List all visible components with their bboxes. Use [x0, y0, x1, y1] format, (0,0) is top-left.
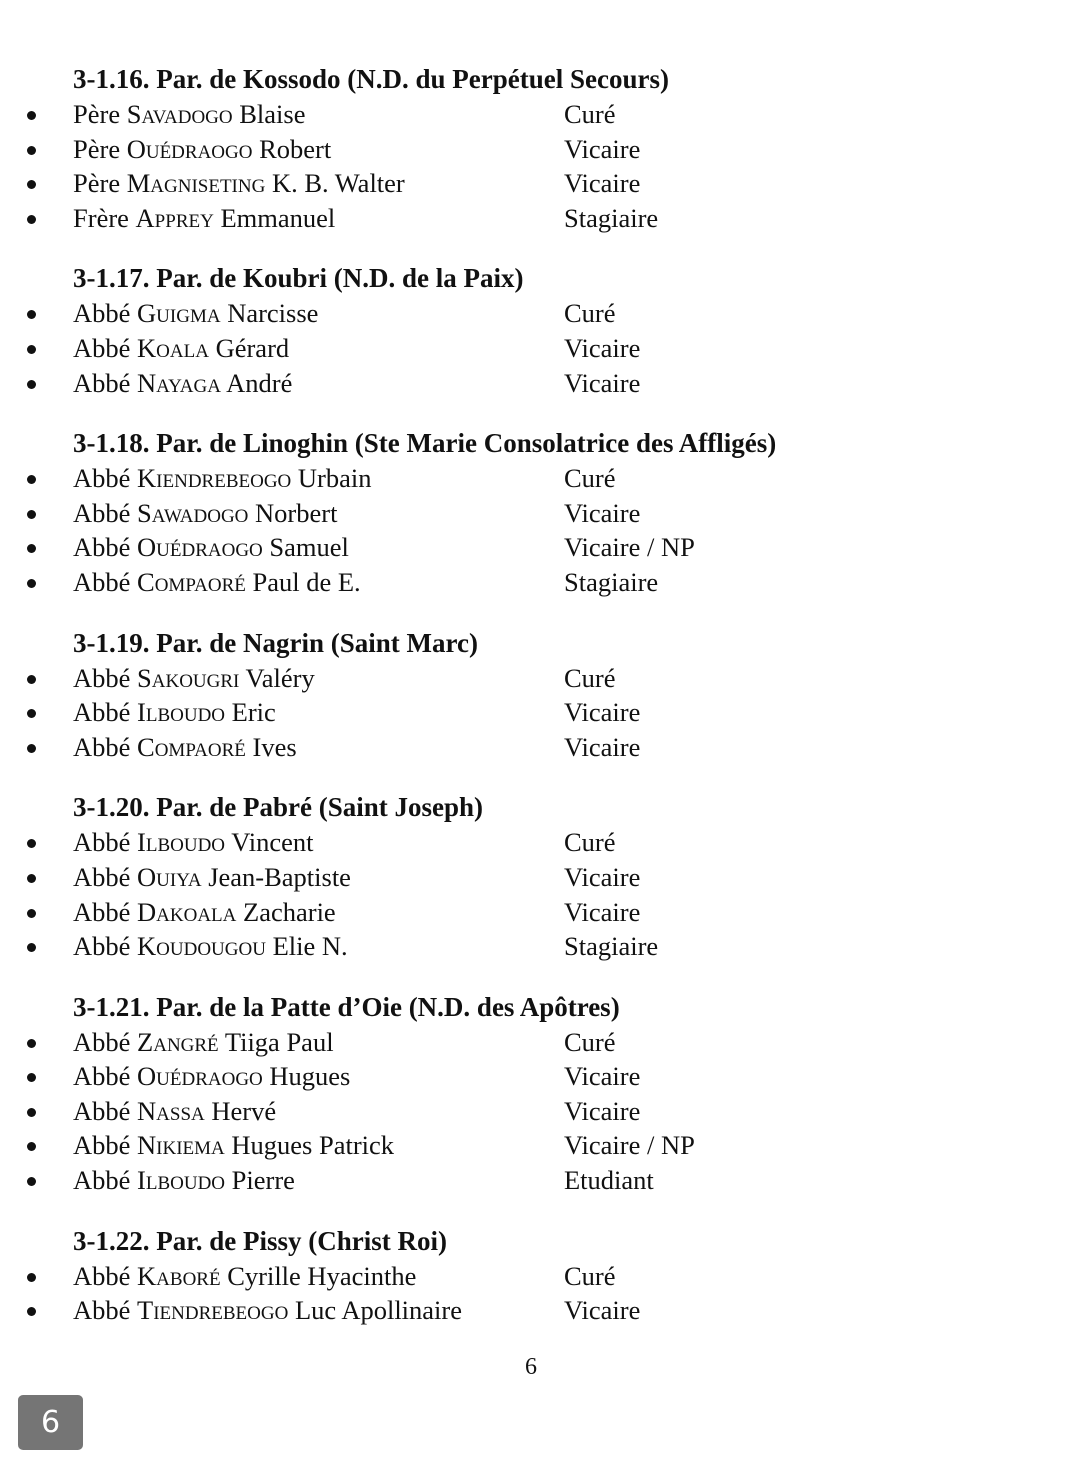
member-role: Vicaire: [564, 168, 641, 199]
bullet-icon: [27, 1039, 36, 1048]
member-title: Abbé: [73, 1130, 131, 1161]
member-role: Curé: [564, 99, 616, 129]
member-name: [73, 661, 315, 696]
parish-section: [0, 626, 1080, 765]
member-given-name: Paul de E.: [252, 566, 361, 597]
member-given-name: Norbert: [255, 497, 338, 528]
member-given-name: Hugues Patrick: [231, 1130, 395, 1161]
bullet-icon: [27, 675, 36, 684]
member-given-name: Luc Apollinaire: [294, 1295, 463, 1326]
section-heading: 3-1.20. Par. de Pabré (Saint Joseph): [73, 792, 483, 823]
member-surname: Compaoré: [137, 731, 246, 762]
list-item: [0, 201, 1080, 236]
member-role: Stagiaire: [564, 931, 659, 962]
member-given-name: Tiiga Paul: [224, 1026, 334, 1057]
bullet-icon: [27, 215, 36, 224]
member-title: Abbé: [73, 298, 131, 329]
member-name: [73, 461, 371, 496]
member-surname: Dakoala: [137, 896, 237, 927]
member-role: Curé: [564, 1026, 616, 1057]
section-heading: 3-1.21. Par. de la Patte d’Oie (N.D. des Apôtres): [73, 991, 620, 1022]
member-role: Vicaire: [564, 133, 641, 164]
bullet-icon: [27, 1108, 36, 1117]
member-name: [73, 895, 336, 930]
member-title: Abbé: [73, 332, 131, 363]
member-given-name: Pierre: [231, 1165, 295, 1196]
bullet-icon: [27, 1177, 36, 1186]
member-name: [73, 1259, 416, 1294]
bullet-icon: [27, 579, 36, 588]
list-item: [0, 461, 1080, 496]
member-given-name: Gérard: [215, 332, 290, 363]
bullet-icon: [27, 180, 36, 189]
member-name: [73, 1128, 394, 1163]
member-surname: Nikiema: [137, 1130, 225, 1161]
section-heading: 3-1.22. Par. de Pissy (Christ Roi): [73, 1225, 447, 1256]
member-given-name: Hugues: [269, 1061, 351, 1092]
list-item: [0, 496, 1080, 531]
member-surname: Kiendrebeogo: [137, 463, 292, 494]
member-surname: Tiendrebeogo: [137, 1295, 289, 1326]
list-item: [0, 1259, 1080, 1294]
member-name: [73, 1025, 334, 1060]
list-item: [0, 1128, 1080, 1163]
bullet-icon: [27, 310, 36, 319]
list-item: [0, 825, 1080, 860]
member-title: Abbé: [73, 1295, 131, 1326]
member-given-name: Ives: [252, 731, 297, 762]
member-name: [73, 166, 405, 201]
bullet-icon: [27, 874, 36, 883]
member-given-name: Emmanuel: [220, 202, 336, 233]
list-item: [0, 1094, 1080, 1129]
list-item: [0, 661, 1080, 696]
list-item: [0, 730, 1080, 765]
member-given-name: André: [226, 367, 293, 398]
member-role: Stagiaire: [564, 566, 659, 597]
member-title: Abbé: [73, 697, 131, 728]
member-name: [73, 331, 289, 366]
member-title: Abbé: [73, 1061, 131, 1092]
list-item: [0, 860, 1080, 895]
member-surname: Apprey: [135, 202, 214, 233]
member-role: Vicaire: [564, 1061, 641, 1092]
parish-section: [0, 62, 1080, 235]
bullet-icon: [27, 744, 36, 753]
member-surname: Guigma: [137, 298, 221, 329]
member-surname: Magniseting: [126, 168, 266, 199]
bullet-icon: [27, 544, 36, 553]
parish-section: [0, 790, 1080, 963]
member-surname: Ouédraogo: [137, 1061, 263, 1092]
bullet-icon: [27, 475, 36, 484]
list-item: [0, 929, 1080, 964]
member-surname: Compaoré: [137, 566, 246, 597]
member-name: [73, 97, 305, 132]
member-name: [73, 296, 318, 331]
bullet-icon: [27, 1142, 36, 1151]
member-given-name: Valéry: [245, 662, 315, 693]
member-surname: Sawadogo: [137, 497, 249, 528]
section-heading: 3-1.17. Par. de Koubri (N.D. de la Paix): [73, 263, 524, 294]
member-role: Vicaire: [564, 1295, 641, 1326]
list-item: [0, 565, 1080, 600]
member-role: Curé: [564, 463, 616, 494]
list-item: [0, 530, 1080, 565]
list-item: [0, 166, 1080, 201]
bullet-icon: [27, 943, 36, 952]
bullet-icon: [27, 146, 36, 155]
member-title: Abbé: [73, 896, 131, 927]
member-surname: Zangré: [137, 1026, 219, 1057]
member-surname: Ouiya: [137, 861, 202, 892]
list-item: [0, 331, 1080, 366]
member-role: Curé: [564, 1260, 616, 1291]
bullet-icon: [27, 1073, 36, 1082]
member-role: Vicaire / NP: [564, 532, 695, 563]
member-title: Abbé: [73, 463, 131, 494]
member-name: [73, 201, 335, 236]
member-title: Abbé: [73, 1260, 131, 1291]
bullet-icon: [27, 839, 36, 848]
member-name: [73, 825, 313, 860]
member-given-name: Hervé: [211, 1095, 277, 1126]
member-surname: Ilboudo: [137, 697, 226, 728]
member-surname: Sakougri: [137, 662, 240, 693]
member-given-name: Urbain: [297, 463, 372, 494]
member-title: Abbé: [73, 731, 131, 762]
member-name: [73, 695, 276, 730]
member-title: Abbé: [73, 1165, 131, 1196]
member-name: [73, 530, 349, 565]
list-item: [0, 1059, 1080, 1094]
member-title: Frère: [73, 202, 129, 233]
member-given-name: Robert: [259, 133, 332, 164]
member-surname: Savadogo: [126, 99, 233, 129]
member-given-name: Samuel: [269, 532, 349, 563]
member-surname: Ilboudo: [137, 827, 226, 858]
member-given-name: Narcisse: [227, 298, 319, 329]
member-role: Curé: [564, 827, 616, 858]
member-name: [73, 496, 337, 531]
member-given-name: Eric: [231, 697, 276, 728]
parish-section: [0, 1224, 1080, 1328]
member-role: Etudiant: [564, 1165, 654, 1196]
member-given-name: Elie N.: [272, 931, 348, 962]
member-title: Abbé: [73, 367, 131, 398]
bullet-icon: [27, 510, 36, 519]
member-name: [73, 860, 351, 895]
member-given-name: Jean-Baptiste: [208, 861, 351, 892]
member-name: [73, 1094, 276, 1129]
list-item: [0, 1025, 1080, 1060]
member-title: Père: [73, 168, 121, 199]
section-heading: 3-1.18. Par. de Linoghin (Ste Marie Consolatrice des Affligés): [73, 428, 777, 459]
member-surname: Ouédraogo: [126, 133, 253, 164]
list-item: [0, 1163, 1080, 1198]
page-badge[interactable]: 6: [18, 1395, 83, 1450]
list-item: [0, 1293, 1080, 1328]
bullet-icon: [27, 111, 36, 120]
member-title: Abbé: [73, 662, 131, 693]
member-title: Abbé: [73, 827, 131, 858]
member-given-name: Zacharie: [243, 896, 336, 927]
member-title: Abbé: [73, 1095, 131, 1126]
member-surname: Kaboré: [137, 1260, 221, 1291]
member-surname: Nayaga: [137, 367, 221, 398]
member-given-name: Vincent: [231, 827, 314, 858]
member-role: Vicaire: [564, 697, 641, 728]
member-role: Vicaire / NP: [564, 1130, 695, 1161]
member-name: [73, 366, 292, 401]
bullet-icon: [27, 709, 36, 718]
member-role: Curé: [564, 298, 616, 329]
bullet-icon: [27, 1273, 36, 1282]
member-given-name: Cyrille Hyacinthe: [227, 1260, 417, 1291]
document-body: [0, 62, 1080, 1354]
member-role: Vicaire: [564, 497, 641, 528]
member-role: Vicaire: [564, 367, 641, 398]
section-heading: 3-1.16. Par. de Kossodo (N.D. du Perpétuel Secours): [73, 64, 669, 94]
member-role: Vicaire: [564, 1095, 641, 1126]
member-surname: Koala: [137, 332, 209, 363]
list-item: [0, 366, 1080, 401]
member-title: Abbé: [73, 1026, 131, 1057]
member-role: Vicaire: [564, 731, 641, 762]
parish-section: [0, 426, 1080, 599]
member-title: Père: [73, 133, 121, 164]
member-name: [73, 730, 297, 765]
member-title: Abbé: [73, 861, 131, 892]
member-role: Vicaire: [564, 861, 641, 892]
list-item: [0, 895, 1080, 930]
list-item: [0, 296, 1080, 331]
member-surname: Nassa: [137, 1095, 205, 1126]
member-name: [73, 1059, 350, 1094]
bullet-icon: [27, 345, 36, 354]
member-role: Curé: [564, 662, 616, 693]
member-name: [73, 1163, 295, 1198]
member-title: Abbé: [73, 566, 131, 597]
member-surname: Koudougou: [137, 931, 266, 962]
parish-section: [0, 261, 1080, 400]
parish-section: [0, 990, 1080, 1198]
member-surname: Ilboudo: [137, 1165, 226, 1196]
list-item: [0, 132, 1080, 167]
bullet-icon: [27, 1307, 36, 1316]
member-title: Père: [73, 99, 121, 129]
member-given-name: K. B. Walter: [271, 168, 405, 199]
member-name: [73, 1293, 462, 1328]
member-title: Abbé: [73, 532, 131, 563]
member-name: [73, 132, 331, 167]
bullet-icon: [27, 909, 36, 918]
member-name: [73, 565, 361, 600]
member-role: Vicaire: [564, 896, 641, 927]
member-given-name: Blaise: [239, 99, 306, 129]
list-item: [0, 97, 1080, 132]
member-name: [73, 929, 348, 964]
section-heading: 3-1.19. Par. de Nagrin (Saint Marc): [73, 627, 478, 658]
bullet-icon: [27, 380, 36, 389]
member-role: Vicaire: [564, 332, 641, 363]
member-role: Stagiaire: [564, 202, 659, 233]
list-item: [0, 695, 1080, 730]
member-surname: Ouédraogo: [137, 532, 263, 563]
member-title: Abbé: [73, 931, 131, 962]
page-number: 6: [525, 1354, 537, 1380]
member-title: Abbé: [73, 497, 131, 528]
